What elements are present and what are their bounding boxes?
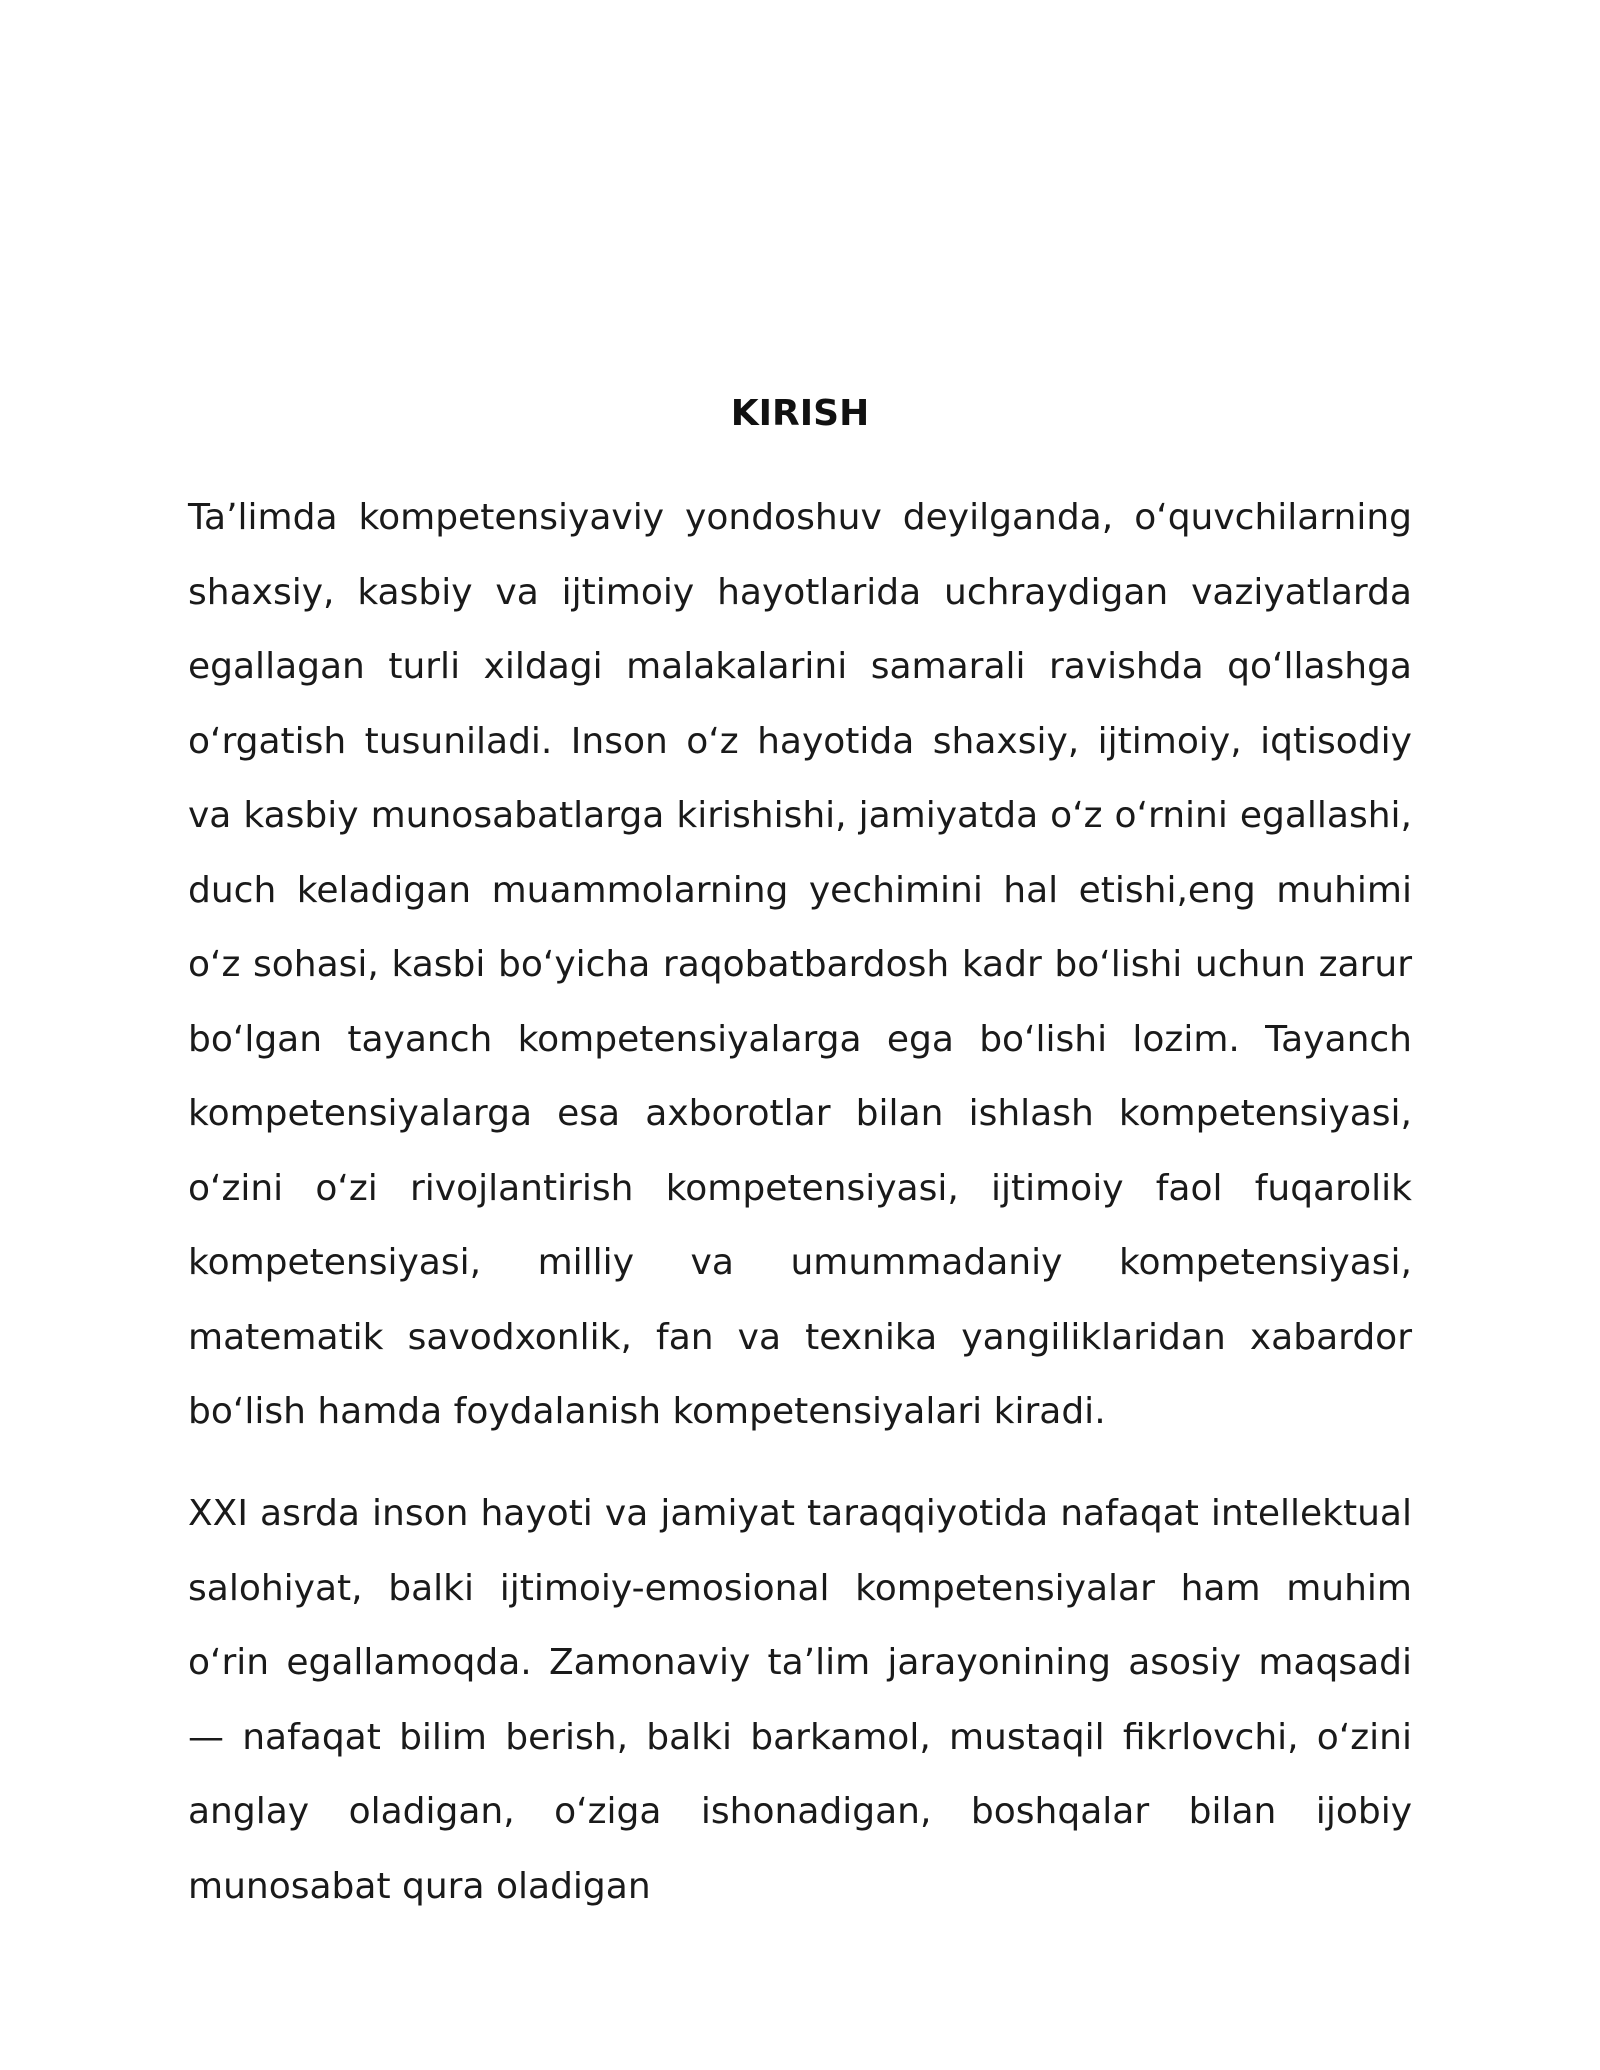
page-title: KIRISH (730, 393, 870, 434)
paragraph-2: XXI asrda inson hayoti va jamiyat taraqqiyotida nafaqat intellektual salohiyat, balki ijtimoiy-emosional kompetensiyalar ham muhim o‘rin egallamoqda. Zamonaviy ta’lim jarayonining asosiy maqsadi — nafaqat bilim berish, balki barkamol, mustaqil fikrlovchi, o‘zini anglay oladigan, o‘ziga ishonadigan, boshqalar bilan ijobiy munosabat qura oladigan (188, 1493, 1412, 1907)
paragraph-1: Ta’limda kompetensiyaviy yondoshuv deyilganda, o‘quvchilarning shaxsiy, kasbiy va ijtimoiy hayotlarida uchraydigan vaziyatlarda egallagan turli xildagi malakalarini samarali ravishda qo‘llashga o‘rgatish tusuniladi. Inson o‘z hayotida shaxsiy, ijtimoiy, iqtisodiy va kasbiy munosabatlarga kirishishi, jamiyatda o‘z o‘rnini egallashi, duch keladigan muammolarning yechimini hal etishi,eng muhimi o‘z sohasi, kasbi bo‘yicha raqobatbardosh kadr bo‘lishi uchun zarur bo‘lgan tayanch kompetensiyalarga ega bo‘lishi lozim. Tayanch kompetensiyalarga esa axborotlar bilan ishlash kompetensiyasi, o‘zini o‘zi rivojlantirish kompetensiyasi, ijtimoiy faol fuqarolik kompetensiyasi, milliy va umummadaniy kompetensiyasi, matematik savodxonlik, fan va texnika yangiliklaridan xabardor bo‘lish hamda foydalanish kompetensiyalari kiradi. (188, 497, 1412, 1432)
